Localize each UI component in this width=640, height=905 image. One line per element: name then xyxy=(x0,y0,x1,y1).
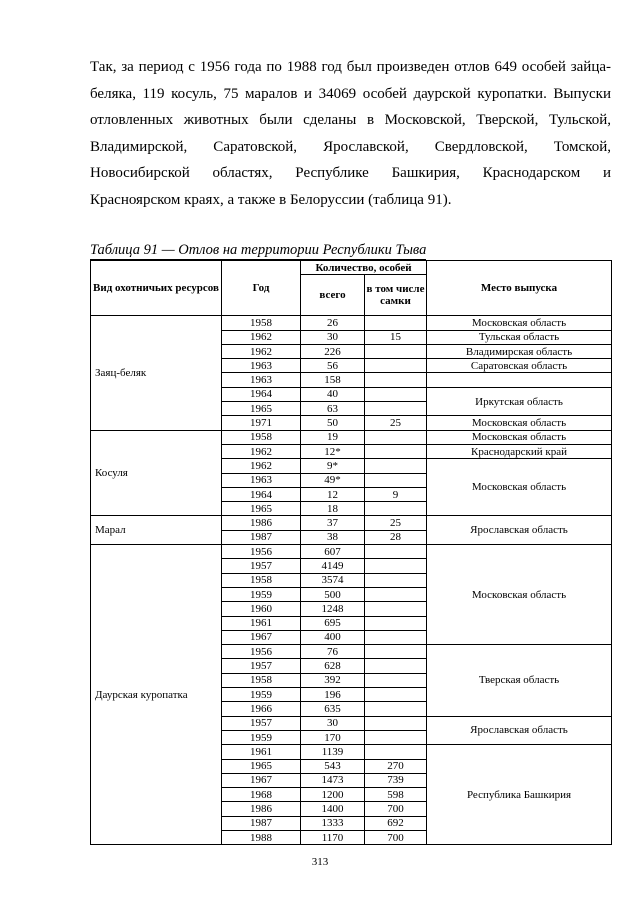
total-cell: 12* xyxy=(301,444,365,458)
table-row xyxy=(91,316,612,330)
females-cell xyxy=(365,702,427,716)
year-cell: 1958 xyxy=(222,573,301,587)
females-cell xyxy=(365,459,427,473)
total-cell: 40 xyxy=(301,387,365,401)
year-cell: 1961 xyxy=(222,745,301,759)
females-cell: 700 xyxy=(365,802,427,816)
females-cell: 598 xyxy=(365,788,427,802)
place-cell: Ярославская область xyxy=(427,716,612,745)
females-cell xyxy=(365,659,427,673)
year-cell: 1966 xyxy=(222,702,301,716)
year-cell: 1963 xyxy=(222,373,301,387)
place-cell: Ярославская область xyxy=(427,516,612,545)
total-cell: 1473 xyxy=(301,773,365,787)
year-cell: 1965 xyxy=(222,402,301,416)
females-cell xyxy=(365,673,427,687)
females-cell xyxy=(365,316,427,330)
total-cell: 76 xyxy=(301,645,365,659)
females-cell: 739 xyxy=(365,773,427,787)
species-cell: Марал xyxy=(91,516,222,545)
place-cell: Иркутская область xyxy=(427,387,612,416)
species-cell: Косуля xyxy=(91,430,222,516)
total-cell: 19 xyxy=(301,430,365,444)
header-females: в том числе самки xyxy=(365,275,427,316)
table-row xyxy=(91,430,612,444)
females-cell xyxy=(365,387,427,401)
females-cell xyxy=(365,630,427,644)
females-cell xyxy=(365,373,427,387)
total-cell: 158 xyxy=(301,373,365,387)
females-cell: 700 xyxy=(365,830,427,844)
year-cell: 1987 xyxy=(222,530,301,544)
females-cell xyxy=(365,745,427,759)
total-cell: 1139 xyxy=(301,745,365,759)
place-cell: Тверская область xyxy=(427,645,612,716)
total-cell: 1200 xyxy=(301,788,365,802)
year-cell: 1988 xyxy=(222,830,301,844)
total-cell: 196 xyxy=(301,688,365,702)
place-cell: Тульская область xyxy=(427,330,612,344)
total-cell: 30 xyxy=(301,330,365,344)
females-cell xyxy=(365,602,427,616)
females-cell xyxy=(365,545,427,559)
year-cell: 1962 xyxy=(222,459,301,473)
females-cell xyxy=(365,402,427,416)
place-cell: Владимирская область xyxy=(427,344,612,358)
paragraph-line: беляка, 119 косуль, 75 маралов и 34069 особей даурской куропатки. Выпуски xyxy=(90,85,611,102)
total-cell: 400 xyxy=(301,630,365,644)
females-cell: 270 xyxy=(365,759,427,773)
year-cell: 1962 xyxy=(222,444,301,458)
females-cell: 25 xyxy=(365,516,427,530)
total-cell: 49* xyxy=(301,473,365,487)
total-cell: 1248 xyxy=(301,602,365,616)
females-cell xyxy=(365,344,427,358)
total-cell: 26 xyxy=(301,316,365,330)
paragraph-line: Владимирской, Саратовской, Ярославской, Свердловской, Томской, xyxy=(90,138,611,155)
year-cell: 1959 xyxy=(222,730,301,744)
total-cell: 392 xyxy=(301,673,365,687)
year-cell: 1986 xyxy=(222,802,301,816)
year-cell: 1959 xyxy=(222,688,301,702)
females-cell xyxy=(365,616,427,630)
year-cell: 1963 xyxy=(222,473,301,487)
total-cell: 543 xyxy=(301,759,365,773)
total-cell: 9* xyxy=(301,459,365,473)
header-total: всего xyxy=(301,275,365,316)
total-cell: 1333 xyxy=(301,816,365,830)
year-cell: 1962 xyxy=(222,330,301,344)
place-cell: Саратовская область xyxy=(427,359,612,373)
total-cell: 4149 xyxy=(301,559,365,573)
year-cell: 1965 xyxy=(222,759,301,773)
females-cell xyxy=(365,359,427,373)
place-cell: Московская область xyxy=(427,316,612,330)
header-place: Место выпуска xyxy=(427,261,612,316)
females-cell: 25 xyxy=(365,416,427,430)
year-cell: 1958 xyxy=(222,673,301,687)
table-row xyxy=(91,545,612,559)
table-caption: Таблица 91 — Отлов на территории Республики Тыва xyxy=(90,242,427,258)
females-cell xyxy=(365,430,427,444)
place-cell: Московская область xyxy=(427,459,612,516)
year-cell: 1971 xyxy=(222,416,301,430)
table-row xyxy=(91,516,612,530)
females-cell xyxy=(365,716,427,730)
females-cell: 692 xyxy=(365,816,427,830)
total-cell: 38 xyxy=(301,530,365,544)
total-cell: 635 xyxy=(301,702,365,716)
total-cell: 3574 xyxy=(301,573,365,587)
total-cell: 1400 xyxy=(301,802,365,816)
total-cell: 1170 xyxy=(301,830,365,844)
paragraph-line: Красноярском краях, а также в Белоруссии (таблица 91). xyxy=(90,191,452,208)
year-cell: 1957 xyxy=(222,559,301,573)
females-cell: 9 xyxy=(365,487,427,501)
header-year: Год xyxy=(222,261,301,316)
females-cell xyxy=(365,444,427,458)
total-cell: 18 xyxy=(301,502,365,516)
females-cell xyxy=(365,473,427,487)
header-species: Вид охотничьих ресурсов xyxy=(91,261,222,316)
place-cell: Московская область xyxy=(427,416,612,430)
year-cell: 1958 xyxy=(222,430,301,444)
total-cell: 50 xyxy=(301,416,365,430)
total-cell: 628 xyxy=(301,659,365,673)
place-cell xyxy=(427,373,612,387)
year-cell: 1967 xyxy=(222,773,301,787)
total-cell: 56 xyxy=(301,359,365,373)
header-count: Количество, особей xyxy=(301,261,427,275)
females-cell xyxy=(365,645,427,659)
year-cell: 1963 xyxy=(222,359,301,373)
species-cell: Даурская куропатка xyxy=(91,545,222,845)
year-cell: 1958 xyxy=(222,316,301,330)
place-cell: Московская область xyxy=(427,430,612,444)
year-cell: 1967 xyxy=(222,630,301,644)
females-cell xyxy=(365,502,427,516)
females-cell xyxy=(365,730,427,744)
total-cell: 30 xyxy=(301,716,365,730)
year-cell: 1960 xyxy=(222,602,301,616)
total-cell: 500 xyxy=(301,587,365,601)
females-cell: 15 xyxy=(365,330,427,344)
year-cell: 1987 xyxy=(222,816,301,830)
year-cell: 1956 xyxy=(222,645,301,659)
total-cell: 695 xyxy=(301,616,365,630)
females-cell xyxy=(365,688,427,702)
year-cell: 1957 xyxy=(222,716,301,730)
year-cell: 1968 xyxy=(222,788,301,802)
females-cell xyxy=(365,559,427,573)
paragraph-line: Так, за период с 1956 года по 1988 год был произведен отлов 649 особей зайца- xyxy=(90,59,611,75)
page-number: 313 xyxy=(311,856,329,868)
total-cell: 226 xyxy=(301,344,365,358)
table-body xyxy=(91,316,612,845)
body-paragraph xyxy=(90,54,611,213)
females-cell: 28 xyxy=(365,530,427,544)
total-cell: 63 xyxy=(301,402,365,416)
total-cell: 607 xyxy=(301,545,365,559)
year-cell: 1956 xyxy=(222,545,301,559)
females-cell xyxy=(365,587,427,601)
capture-table xyxy=(90,260,612,845)
year-cell: 1962 xyxy=(222,344,301,358)
year-cell: 1964 xyxy=(222,487,301,501)
paragraph-line: Новосибирской областях, Республике Башкирия, Краснодарском и xyxy=(90,165,611,181)
year-cell: 1961 xyxy=(222,616,301,630)
place-cell: Республика Башкирия xyxy=(427,745,612,845)
place-cell: Московская область xyxy=(427,545,612,645)
females-cell xyxy=(365,573,427,587)
year-cell: 1959 xyxy=(222,587,301,601)
total-cell: 170 xyxy=(301,730,365,744)
species-cell: Заяц-беляк xyxy=(91,316,222,430)
year-cell: 1964 xyxy=(222,387,301,401)
total-cell: 12 xyxy=(301,487,365,501)
total-cell: 37 xyxy=(301,516,365,530)
year-cell: 1957 xyxy=(222,659,301,673)
paragraph-line: отловленных животных были сделаны в Московской, Тверской, Тульской, xyxy=(90,112,611,128)
year-cell: 1986 xyxy=(222,516,301,530)
place-cell: Краснодарский край xyxy=(427,444,612,458)
year-cell: 1965 xyxy=(222,502,301,516)
